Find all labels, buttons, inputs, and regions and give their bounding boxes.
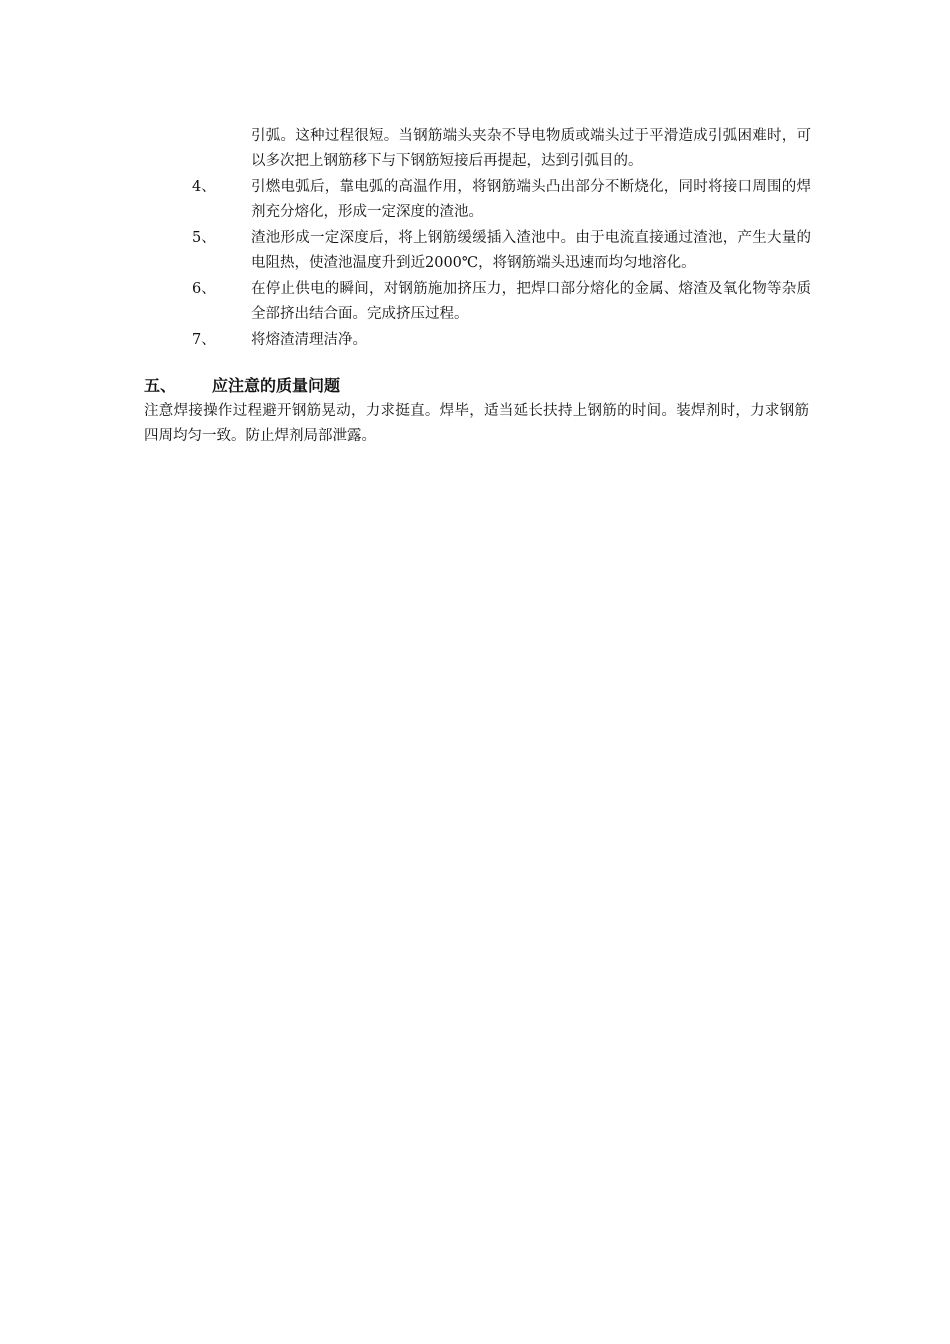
section-number: 五、 [144, 376, 177, 395]
step-number: 7、 [192, 332, 216, 348]
step-number: 4、 [192, 179, 216, 195]
section-paragraph: 注意焊接操作过程避开钢筋晃动，力求挺直。焊毕，适当延长扶持上钢筋的时间。装焊剂时，力求钢筋四周均匀一致。防止焊剂局部泄露。 [144, 403, 809, 444]
step-number: 5、 [192, 230, 216, 246]
step-3-continuation-text: 引弧。这种过程很短。当钢筋端头夹杂不导电物质或端头过于平滑造成引弧困难时，可以多次把上钢筋移下与下钢筋短接后再提起，达到引弧目的。 [251, 128, 811, 169]
step-number: 6、 [192, 281, 216, 297]
list-item [192, 328, 812, 353]
procedure-steps-list [192, 175, 812, 355]
section-title: 应注意的质量问题 [212, 376, 341, 395]
step-text: 在停止供电的瞬间，对钢筋施加挤压力，把焊口部分熔化的金属、熔渣及氧化物等杂质全部挤出结合面。完成挤压过程。 [251, 281, 811, 322]
step-text: 引燃电弧后，靠电弧的高温作用，将钢筋端头凸出部分不断烧化，同时将接口周围的焊剂充分熔化，形成一定深度的渣池。 [251, 179, 811, 220]
list-item [192, 277, 812, 326]
list-item [192, 226, 812, 275]
step-text: 将熔渣清理洁净。 [251, 332, 367, 348]
list-item [192, 175, 812, 224]
section-heading [144, 373, 644, 399]
step-text: 渣池形成一定深度后，将上钢筋缓缓插入渣池中。由于电流直接通过渣池，产生大量的电阻热，使渣池温度升到近2000℃，将钢筋端头迅速而均匀地溶化。 [251, 230, 811, 271]
